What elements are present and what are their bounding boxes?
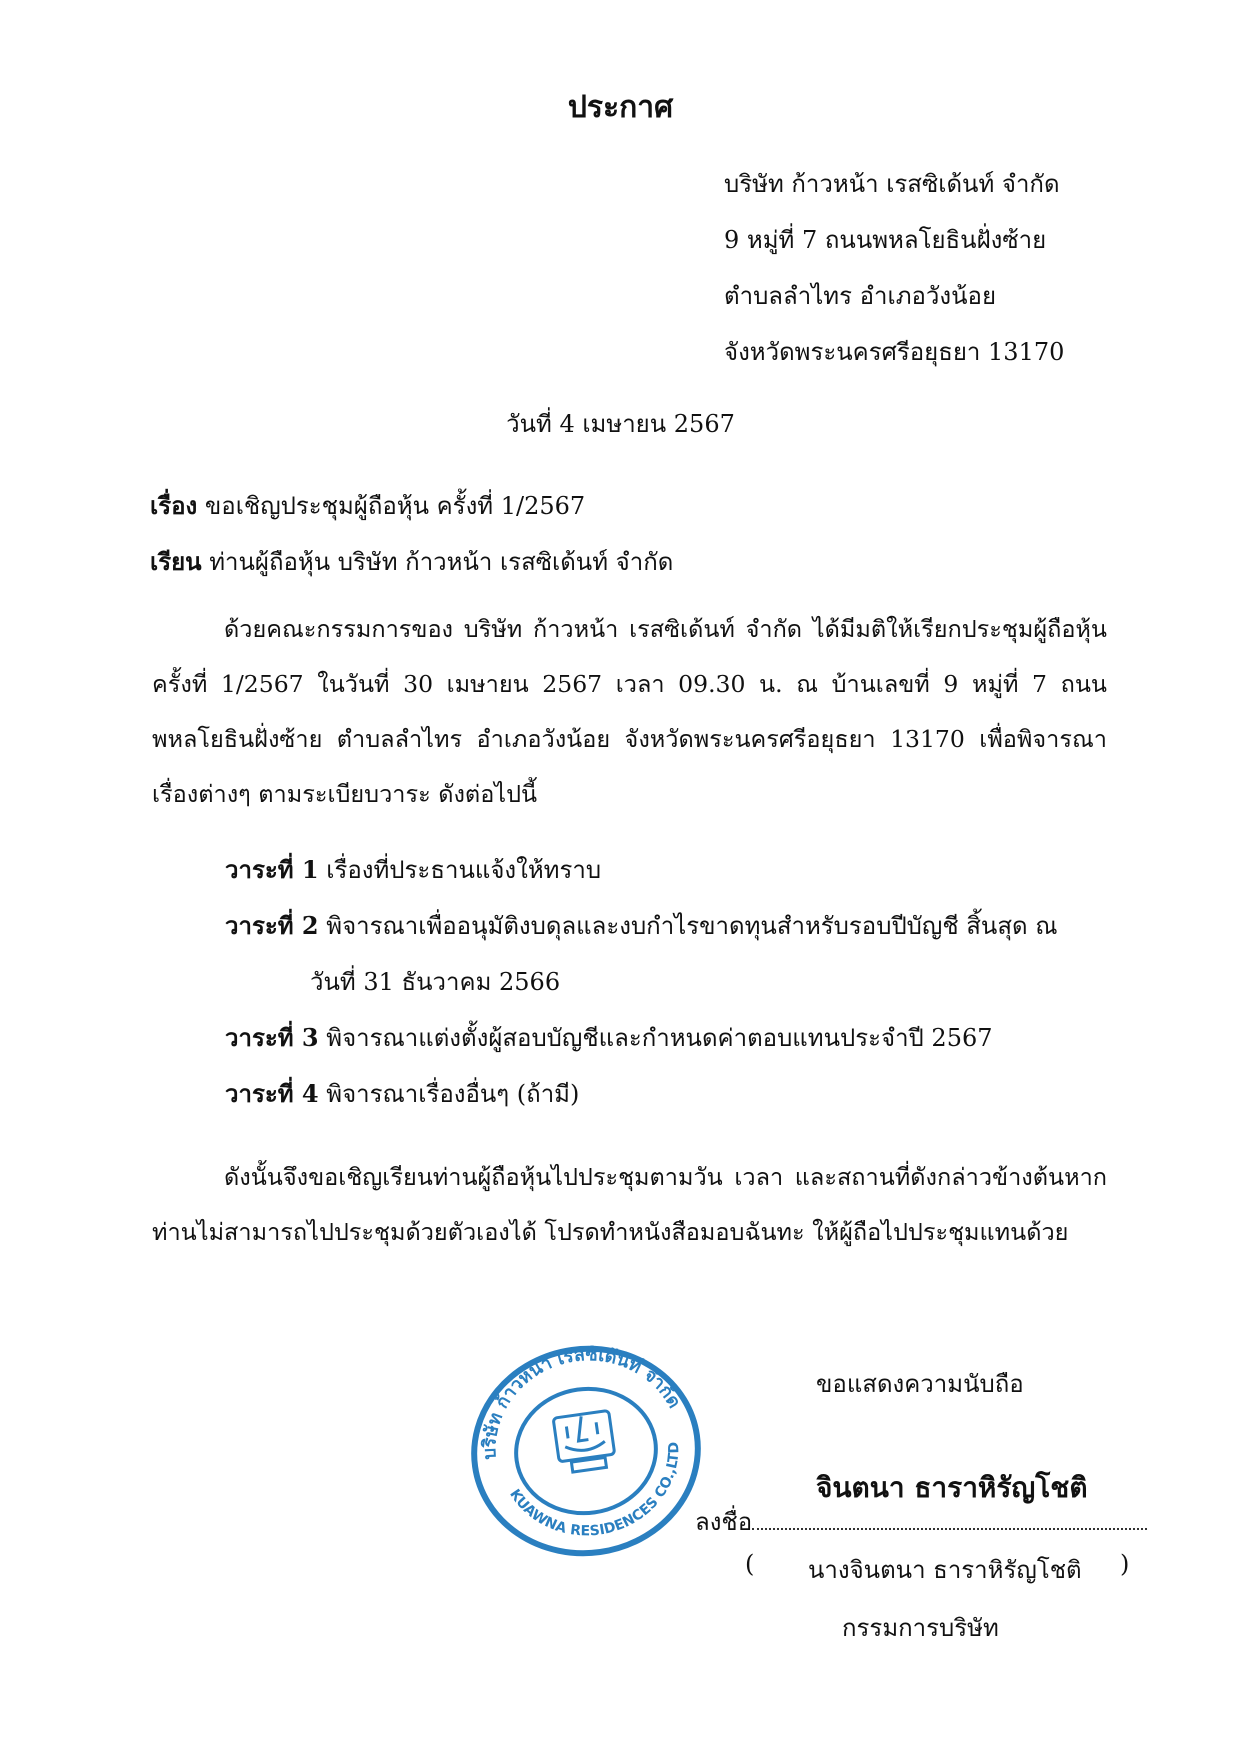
signature-name: จินตนา ธาราหิรัญโชติ: [816, 1471, 1088, 1504]
paren-close: ): [1120, 1550, 1130, 1578]
agenda-item-4: [225, 1074, 579, 1113]
agenda-item-3: [225, 1018, 993, 1057]
agenda-text: เรื่องที่ประธานแจ้งให้ทราบ: [326, 856, 602, 884]
agenda-item-2: [225, 906, 1057, 945]
subject-label: เรื่อง: [150, 491, 198, 520]
stamp-text-top: บริษัท ก้าวหน้า เรสซิเด้นท์ จำกัด: [479, 1344, 685, 1461]
stamp-text-bottom: KUAWNA RESIDENCES CO.,LTD.: [506, 1441, 683, 1540]
recipient-label: เรียน: [150, 547, 202, 576]
document-title: ประกาศ: [567, 90, 674, 125]
stamp-seal-icon: [466, 1340, 706, 1562]
address-line-3: จังหวัดพระนครศรีอยุธยา 13170: [724, 338, 1065, 366]
printed-name: นางจินตนา ธาราหิรัญโชติ: [808, 1556, 1082, 1584]
recipient-line: [150, 542, 673, 581]
address-line-2: ตำบลลำไทร อำเภอวังน้อย: [724, 282, 997, 310]
body-paragraph: ด้วยคณะกรรมการของ บริษัท ก้าวหน้า เรสซิเด้นท์ จำกัด ได้มีมติให้เรียกประชุมผู้ถือหุ้น ครั้งที่ 1/2567 ในวันที่ 30 เมษายน 2567 เวลา 09.30 น. ณ บ้านเลขที่ 9 หมู่ที่ 7 ถนนพหลโยธินฝั่งซ้าย ตำบลลำไทร อำเภอวังน้อย จังหวัดพระนครศรีอยุธยา 13170 เพื่อพิจารณาเรื่องต่างๆ ตามระเบียบวาระ ดังต่อไปนี้: [152, 615, 1107, 808]
closing-paragraph: ดังนั้นจึงขอเชิญเรียนท่านผู้ถือหุ้นไปประชุมตามวัน เวลา และสถานที่ดังกล่าวข้างต้นหาก ท่านไม่สามารถไปประชุมด้วยตัวเองได้ โปรดทำหนังสือมอบฉันทะ ให้ผู้ถือไปประชุมแทนด้วย: [152, 1163, 1107, 1246]
paren-open: (: [745, 1550, 755, 1578]
agenda-label: วาระที่ 4: [225, 1079, 319, 1108]
closing-phrase: ขอแสดงความนับถือ: [816, 1370, 1024, 1398]
agenda-label: วาระที่ 2: [225, 911, 319, 940]
agenda-item-2-continuation: วันที่ 31 ธันวาคม 2566: [310, 968, 561, 996]
subject-line: [150, 486, 585, 525]
signature-dotted-line: [752, 1510, 1147, 1530]
agenda-text: พิจารณาแต่งตั้งผู้สอบบัญชีและกำหนดค่าตอบแทนประจำปี 2567: [326, 1024, 993, 1052]
agenda-item-1: [225, 850, 601, 889]
agenda-text: พิจารณาเพื่ออนุมัติงบดุลและงบกำไรขาดทุนสำหรับรอบปีบัญชี สิ้นสุด ณ: [326, 912, 1058, 940]
agenda-label: วาระที่ 1: [225, 855, 319, 884]
company-name: บริษัท ก้าวหน้า เรสซิเด้นท์ จำกัด: [724, 170, 1060, 198]
company-stamp: [466, 1340, 706, 1562]
subject-text: ขอเชิญประชุมผู้ถือหุ้น ครั้งที่ 1/2567: [204, 492, 586, 520]
document-date: วันที่ 4 เมษายน 2567: [506, 410, 735, 438]
signer-position: กรรมการบริษัท: [842, 1614, 999, 1642]
agenda-text: พิจารณาเรื่องอื่นๆ (ถ้ามี): [326, 1080, 580, 1108]
sign-label: ลงชื่อ: [695, 1508, 753, 1536]
recipient-text: ท่านผู้ถือหุ้น บริษัท ก้าวหน้า เรสซิเด้นท์ จำกัด: [209, 548, 674, 576]
agenda-label: วาระที่ 3: [225, 1023, 319, 1052]
address-line-1: 9 หมู่ที่ 7 ถนนพหลโยธินฝั่งซ้าย: [724, 226, 1047, 254]
